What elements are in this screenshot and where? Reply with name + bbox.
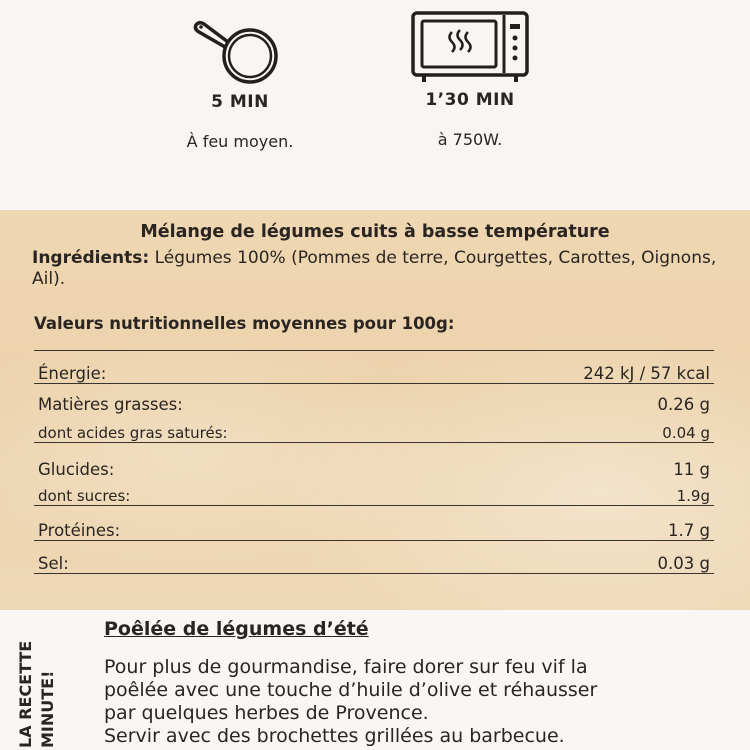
nutrient-name: Énergie: — [38, 364, 107, 383]
nutrient-value: 1.9g — [676, 487, 710, 505]
nutrient-value: 242 kJ / 57 kcal — [583, 364, 710, 383]
ingredients-text: Légumes 100% (Pommes de terre, Courgettes, Carottes, Oignons, Ail). — [32, 248, 717, 289]
nutrient-name: dont sucres: — [38, 487, 131, 505]
side-label-line1: LA RECETTE — [16, 640, 35, 748]
nutrient-value: 0.04 g — [662, 424, 710, 442]
product-title: Mélange de légumes cuits à basse température — [140, 222, 610, 242]
nutrition-row-carbs — [34, 442, 714, 479]
nutrient-name: Sel: — [38, 554, 69, 573]
nutrient-name: dont acides gras saturés: — [38, 424, 228, 442]
frying-pan-icon — [190, 14, 290, 86]
nutrient-name: Protéines: — [38, 521, 121, 540]
recipe-line: par quelques herbes de Provence. — [104, 702, 429, 724]
recipe-line: Pour plus de gourmandise, faire dorer sur feu vif la — [104, 656, 588, 678]
microwave-icon — [410, 10, 530, 84]
microwave-time: 1’30 MIN — [425, 90, 515, 110]
nutrient-value: 0.26 g — [657, 395, 710, 414]
nutrition-row-fat — [34, 383, 714, 414]
pan-note: À feu moyen. — [186, 132, 294, 151]
side-label-line2: MINUTE! — [38, 670, 57, 748]
microwave-note: à 750W. — [437, 130, 503, 149]
recipe-text — [104, 656, 734, 748]
nutrition-row-saturated-fat — [34, 414, 714, 442]
nutrient-name: Glucides: — [38, 460, 115, 479]
recipe-title: Poêlée de légumes d’été — [104, 618, 369, 640]
pan-time: 5 MIN — [211, 92, 269, 112]
nutrition-table — [34, 350, 714, 574]
nutrition-row-sugars — [34, 479, 714, 505]
pan-cooking — [170, 14, 310, 151]
nutrient-value: 11 g — [673, 460, 710, 479]
ingredients-label: Ingrédients: — [32, 248, 150, 268]
recipe-line: poêlée avec une touche d’huile d’olive et réhausser — [104, 679, 598, 701]
nutrient-value: 0.03 g — [657, 554, 710, 573]
nutrition-heading: Valeurs nutritionnelles moyennes pour 100g: — [34, 314, 455, 333]
nutrition-row-energy — [34, 350, 714, 383]
ingredients — [32, 248, 722, 290]
product-label — [0, 210, 750, 610]
nutrition-row-protein — [34, 505, 714, 540]
cooking-instructions — [0, 0, 750, 212]
recipe-side-label — [14, 622, 84, 750]
microwave-cooking — [400, 10, 540, 149]
nutrition-row-salt — [34, 540, 714, 574]
nutrient-name: Matières grasses: — [38, 395, 183, 414]
recipe-line: Servir avec des brochettes grillées au barbecue. — [104, 725, 565, 747]
nutrient-value: 1.7 g — [668, 521, 710, 540]
